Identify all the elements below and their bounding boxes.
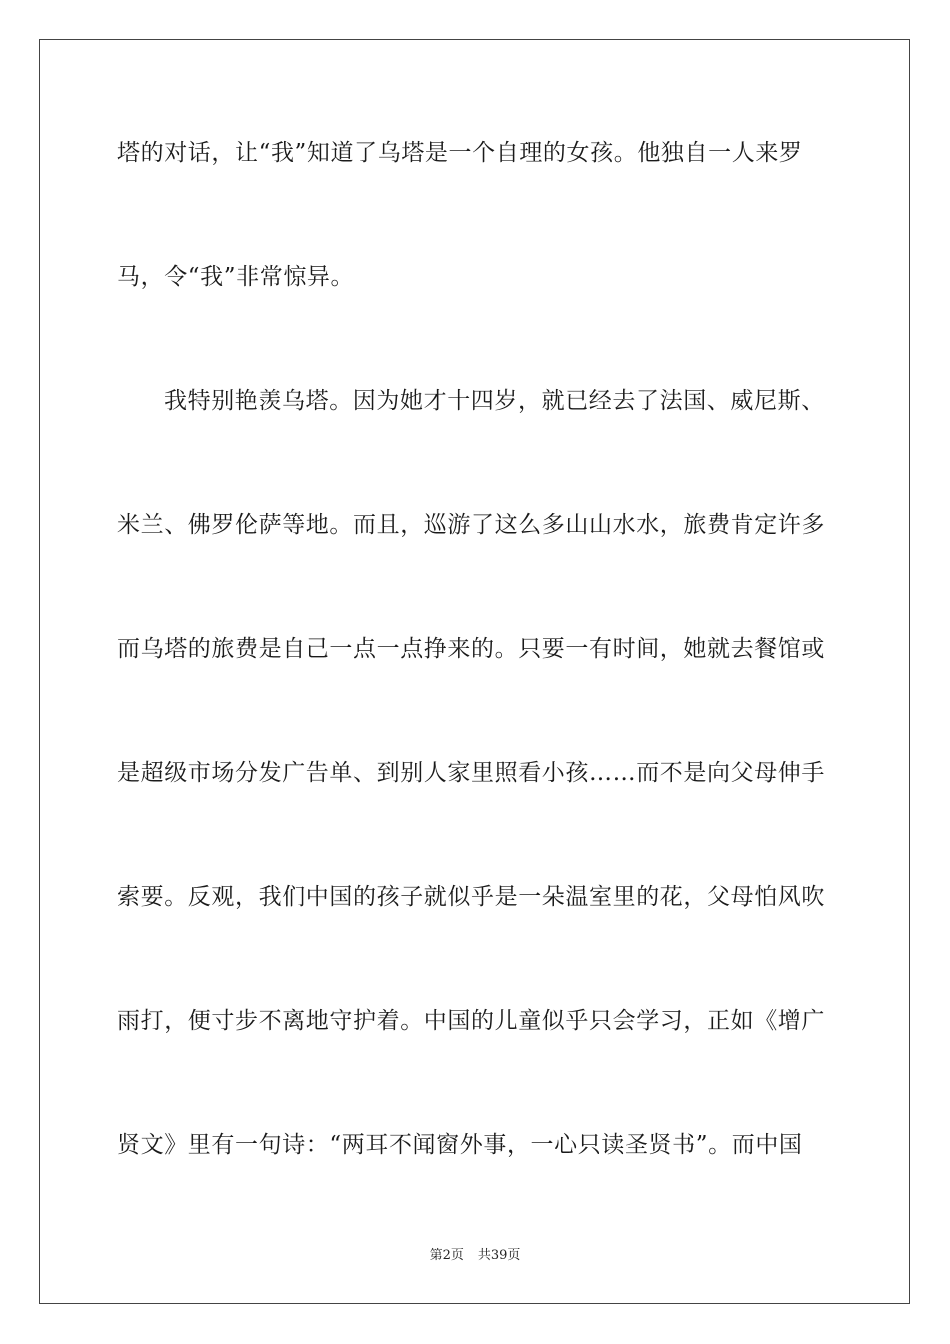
text-line-6: 是超级市场分发广告单、到别人家里照看小孩……而不是向父母伸手 (117, 760, 825, 786)
page-footer (0, 1247, 950, 1265)
page-number: 第2页 (429, 1248, 464, 1263)
total-pages: 共39页 (477, 1248, 521, 1263)
text-line-4: 米兰、佛罗伦萨等地。而且，巡游了这么多山山水水，旅费肯定许多 (117, 512, 825, 538)
text-line-2: 马，令“我”非常惊异。 (117, 264, 355, 290)
text-line-5: 而乌塔的旅费是自己一点一点挣来的。只要一有时间，她就去餐馆或 (117, 636, 825, 662)
text-line-1: 塔的对话，让“我”知道了乌塔是一个自理的女孩。他独自一人来罗 (117, 140, 803, 166)
text-line-7: 索要。反观，我们中国的孩子就似乎是一朵温室里的花，父母怕风吹 (117, 884, 825, 910)
text-line-3: 我特别艳羡乌塔。因为她才十四岁，就已经去了法国、威尼斯、 (164, 388, 825, 414)
text-line-8: 雨打，便寸步不离地守护着。中国的儿童似乎只会学习，正如《增广 (117, 1008, 825, 1034)
page-border (39, 39, 910, 1304)
text-line-9: 贤文》里有一句诗：“两耳不闻窗外事，一心只读圣贤书”。而中国 (117, 1132, 803, 1158)
